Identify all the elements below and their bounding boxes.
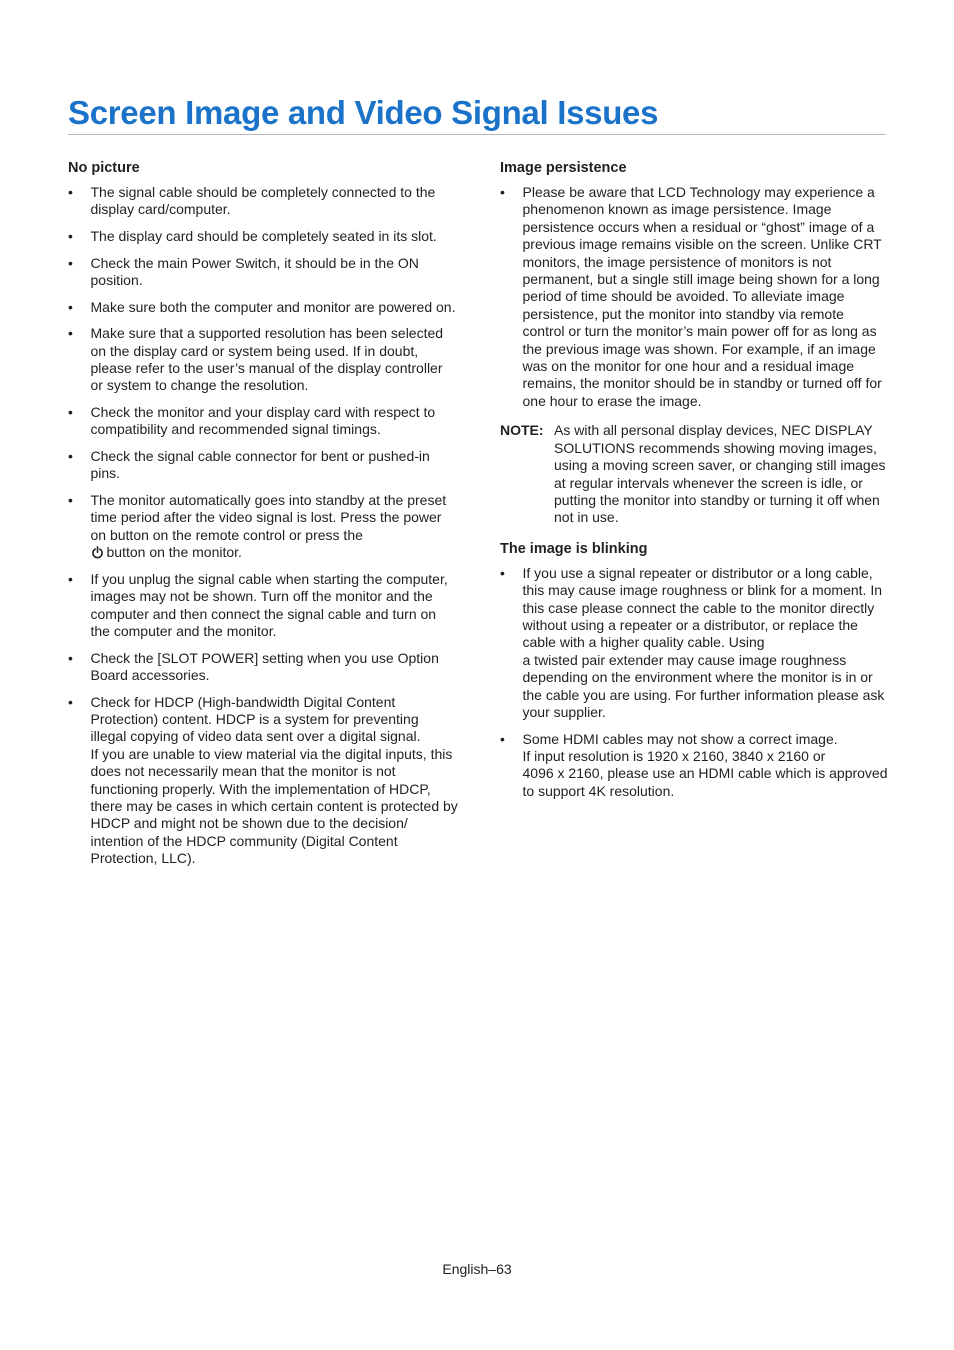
image-persistence-list — [500, 184, 888, 410]
blinking-heading: The image is blinking — [500, 540, 648, 557]
bullet: • — [68, 254, 73, 271]
bullet: • — [500, 730, 505, 747]
bullet: • — [500, 184, 505, 200]
list-item: • Check the monitor and your display card with respect to compatibility and recommended signal timings. — [68, 404, 436, 438]
bullet: • — [68, 492, 73, 508]
list-item: • Make sure both the computer and monitor are powered on. — [68, 298, 456, 315]
bullet: • — [68, 228, 73, 244]
no-picture-list — [68, 184, 458, 868]
list-item: • Check the signal cable connector for bent or pushed-in pins. — [68, 448, 430, 482]
bullet: • — [68, 184, 73, 200]
list-item: • Please be aware that LCD Technology may experience a phenomenon known as image persistence. Image persistence occurs when a residual or “ghost” image of a previous image remains visible on the screen. Unlike CRT monitors, the image persistence of monitors is not permanent, but a single still image being shown for a long period of time should be avoided. To alleviate image persistence, put the monitor into standby via remote control or turn the monitor’s main power off for as long as the previous image was shown. For example, if an image was on the monitor for one hour and a residual image remains, the monitor should be in standby or turned off for one hour to erase the image. — [500, 184, 882, 409]
list-item-standby: • The monitor automatically goes into standby at the preset time period after the video signal is lost. Press the power on button on the remote control or press the button on the monitor. — [68, 492, 447, 561]
image-persistence-heading: Image persistence — [500, 160, 627, 176]
page-number: English–63 — [442, 1261, 512, 1277]
bullet: • — [500, 564, 505, 581]
list-item: • If you use a signal repeater or distributor or a long cable, this may cause image roughness or blink for a moment. In this case please connect the cable to the monitor directly without using a repeater or a distributor, or replace the cable with a higher quality cable. Using a twisted pair extender may cause image roughness depending on the environment where the monitor is in or the cable you are using. For further information please ask your supplier. — [500, 564, 885, 720]
note-label: NOTE: — [500, 422, 544, 439]
bullet: • — [68, 649, 73, 666]
title-divider — [68, 134, 886, 135]
list-item: • The signal cable should be completely connected to the display card/computer. — [68, 184, 436, 218]
blinking-list — [500, 565, 888, 800]
list-item: • If you unplug the signal cable when starting the computer, images may not be shown. Turn off the monitor and the computer and then connect the signal cable and turn on the computer and the monitor. — [68, 570, 448, 640]
right-column — [500, 158, 888, 809]
bullet: • — [68, 570, 73, 587]
bullet: • — [68, 448, 73, 464]
list-item: • Check the main Power Switch, it should be in the ON position. — [68, 254, 419, 288]
left-column — [68, 158, 458, 877]
bullet: • — [68, 325, 73, 342]
bullet: • — [68, 298, 73, 315]
list-item: • Some HDMI cables may not show a correct image. If input resolution is 1920 x 2160, 3840 x 2160 or 4096 x 2160, please use an HDMI cable which is approved to support 4K resolution. — [500, 730, 888, 799]
note — [500, 422, 888, 526]
list-item: • The display card should be completely seated in its slot. — [68, 228, 437, 244]
power-icon — [91, 546, 104, 559]
bullet: • — [68, 693, 73, 710]
bullet: • — [68, 404, 73, 420]
note-text: As with all personal display devices, NEC DISPLAY SOLUTIONS recommends showing moving images, using a moving screen saver, or changing still images at regular intervals whenever the screen is idle, or putting the monitor into standby or turning it off when not in use. — [554, 422, 886, 526]
no-picture-heading: No picture — [68, 160, 140, 176]
list-item: • Check the [SLOT POWER] setting when you use Option Board accessories. — [68, 649, 439, 684]
list-item-hdcp: • Check for HDCP (High-bandwidth Digital Content Protection) content. HDCP is a system for preventing illegal copying of video data sent over a digital signal. If you are unable to view material via the digital inputs, this does not necessarily mean that the monitor is not functioning properly. With the implementation of HDCP, there may be cases in which certain content is protected by HDCP and might not be shown due to the decision/ intention of the HDCP community (Digital Content Protection, LLC). — [68, 693, 458, 867]
list-item: • Make sure that a supported resolution has been selected on the display card or system being used. If in doubt, please refer to the user’s manual of the display controller or system to change the resolution. — [68, 325, 444, 394]
page-title: Screen Image and Video Signal Issues — [68, 94, 659, 131]
